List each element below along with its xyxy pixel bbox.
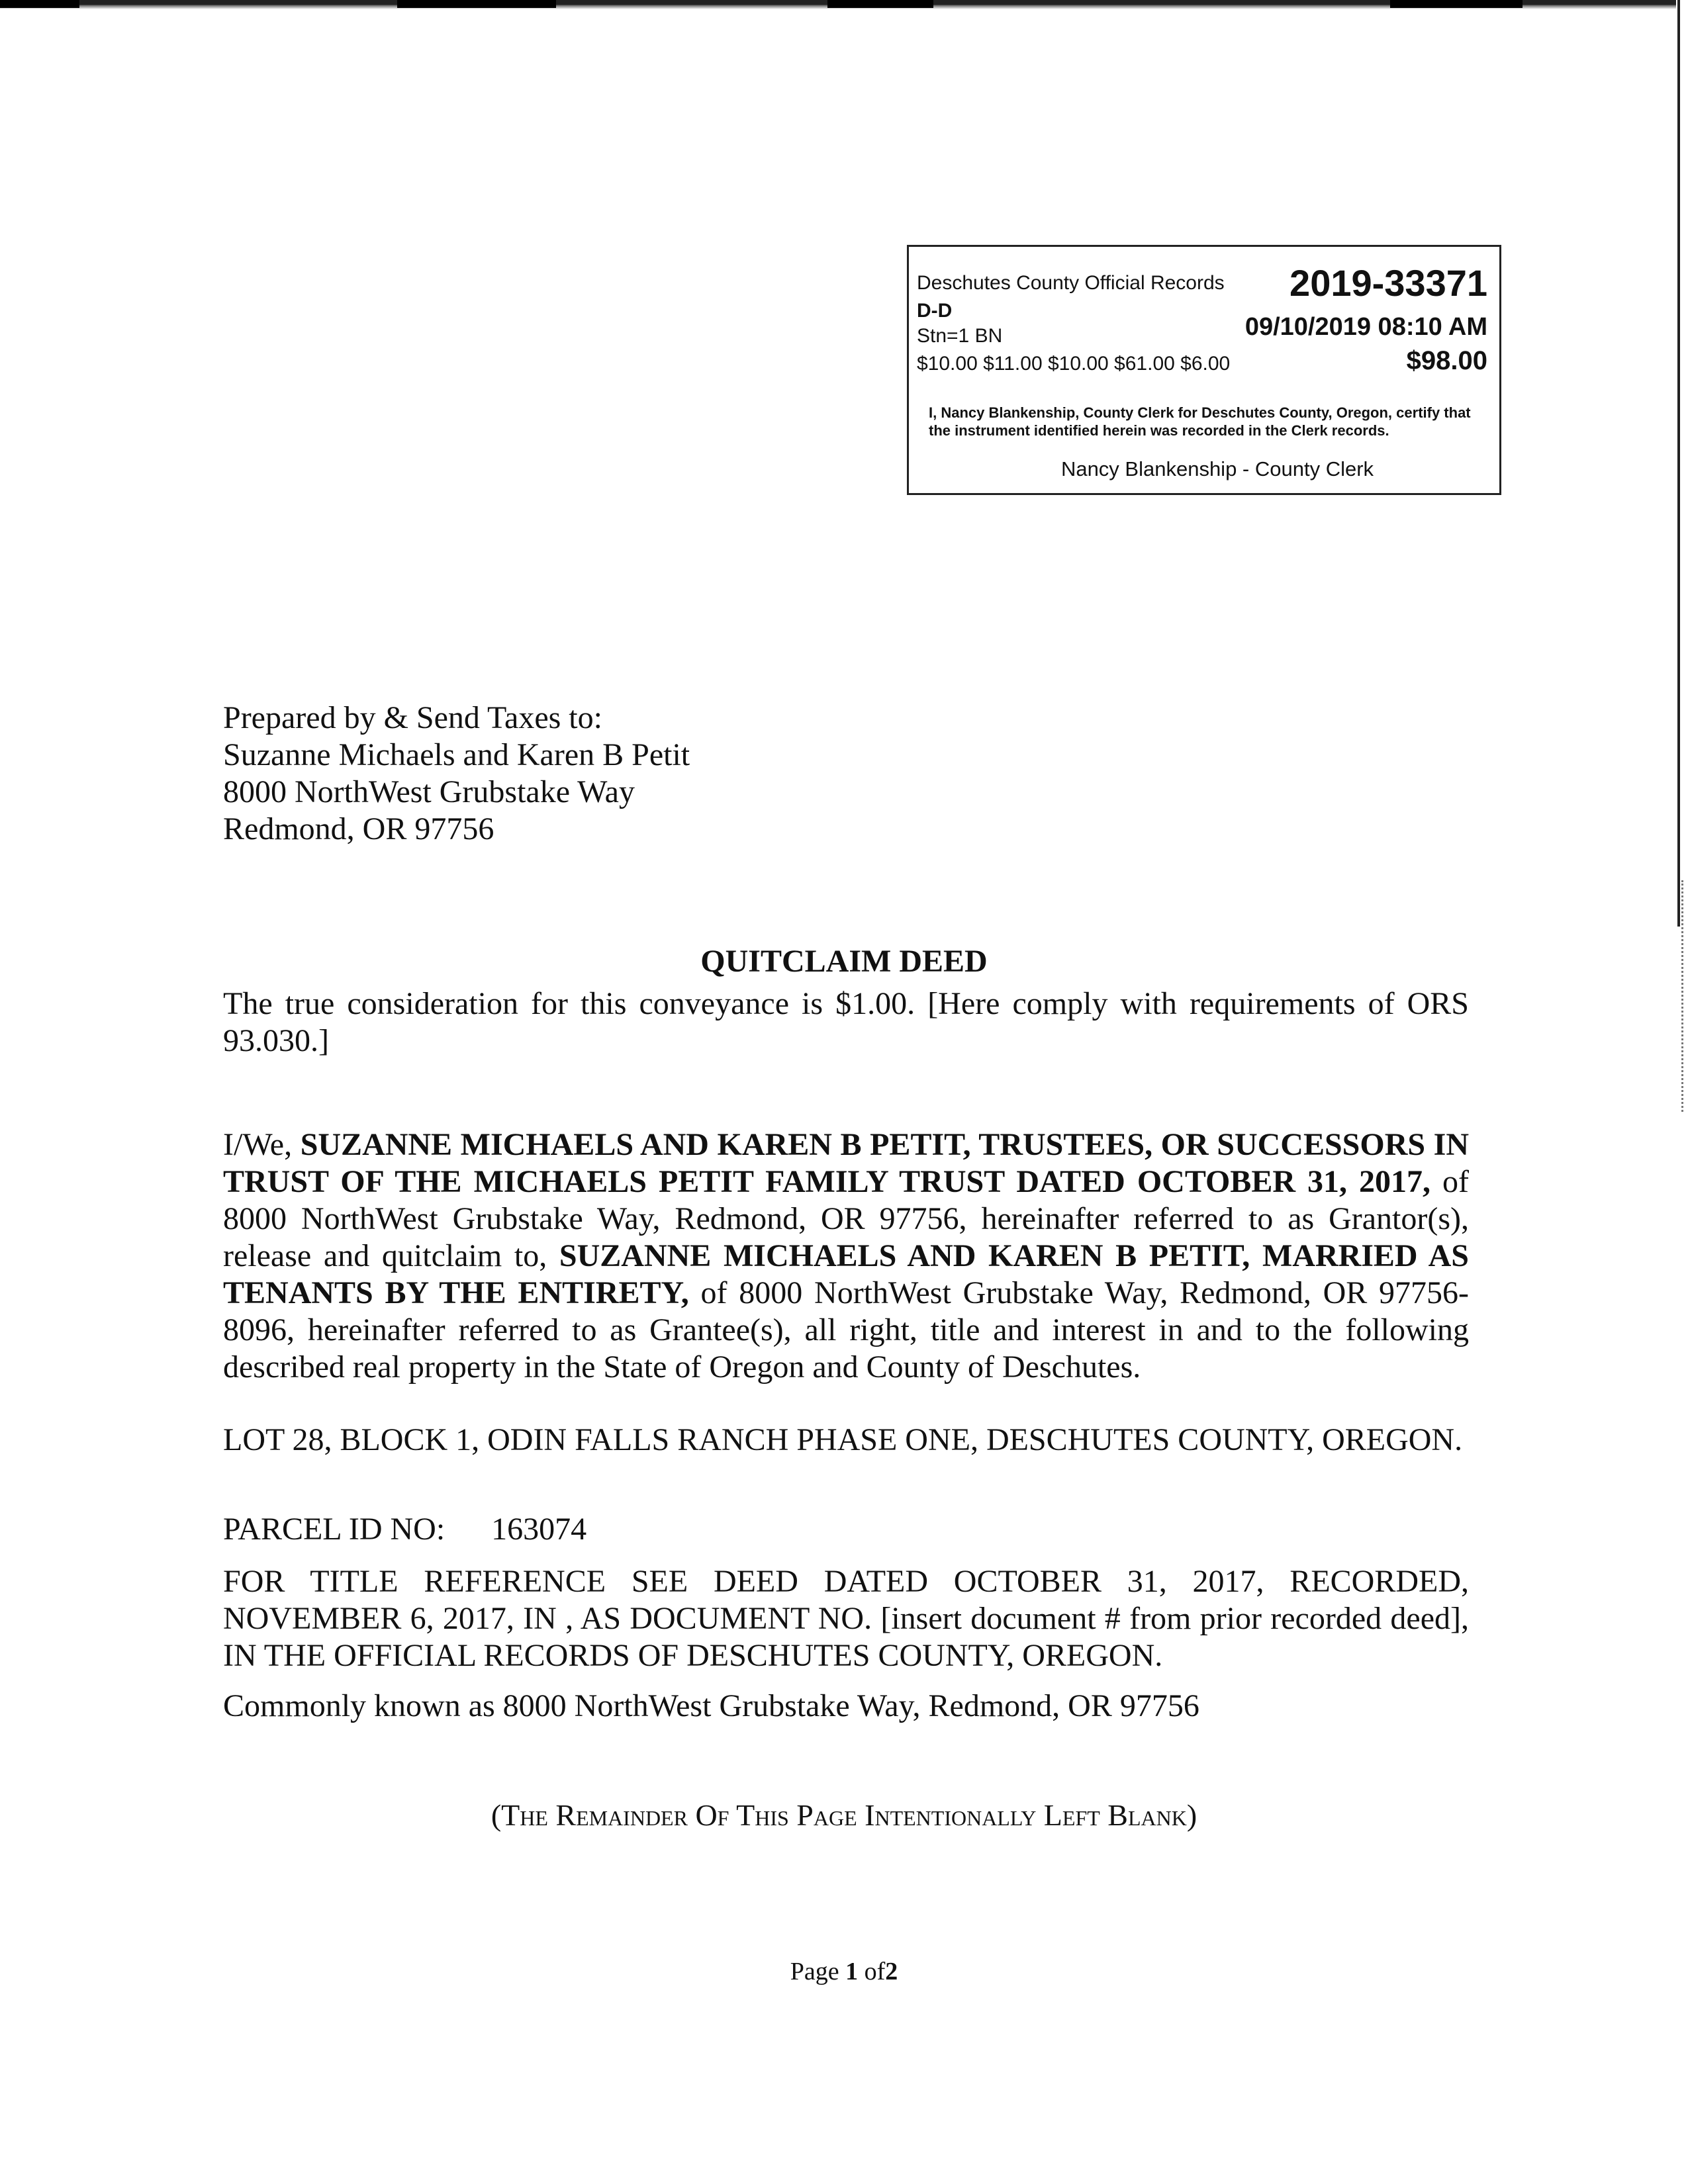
parcel-label: PARCEL ID NO:: [223, 1512, 445, 1547]
stamp-station: Stn=1 BN: [917, 325, 1003, 347]
grant-intro: I/We,: [223, 1127, 293, 1162]
scan-edge-top: [0, 0, 1676, 12]
scan-edge-right: [1677, 0, 1680, 927]
legal-description: LOT 28, BLOCK 1, ODIN FALLS RANCH PHASE ONE, DESCHUTES COUNTY, OREGON.: [223, 1422, 1463, 1457]
page-label: Page: [790, 1958, 839, 1985]
stamp-fees: $10.00 $11.00 $10.00 $61.00 $6.00: [917, 353, 1231, 375]
prepared-line: Redmond, OR 97756: [223, 811, 494, 846]
scan-mark: [827, 0, 933, 8]
document-title: QUITCLAIM DEED: [700, 944, 988, 979]
commonly-known-address: Commonly known as 8000 NorthWest Grubstake Way, Redmond, OR 97756: [223, 1688, 1199, 1723]
scan-mark: [0, 0, 79, 8]
stamp-total: $98.00: [1406, 346, 1487, 375]
stamp-document-number: 2019-33371: [1289, 262, 1487, 304]
remainder-note: (The Remainder Of This Page Intentionally Left Blank): [491, 1798, 1197, 1832]
page-number: [0, 1957, 1688, 1986]
stamp-office: Deschutes County Official Records: [917, 272, 1225, 294]
stamp-certification: I, Nancy Blankenship, County Clerk for Deschutes County, Oregon, certify that the instrument identified herein was recorded in the Clerk records.: [929, 404, 1471, 439]
grantor-names: SUZANNE MICHAELS AND KAREN B PETIT, TRUSTEES, OR SUCCESSORS IN TRUST OF THE MICHAELS PETIT FAMILY TRUST DATED OCTOBER 31, 2017,: [223, 1127, 1469, 1199]
recording-stamp: [907, 245, 1501, 495]
page-total: 2: [885, 1958, 898, 1985]
prepared-by-block: [223, 700, 690, 848]
scan-mark: [397, 0, 556, 8]
grant-paragraph: [223, 1126, 1469, 1386]
page-current: 1: [845, 1958, 859, 1985]
title-reference: FOR TITLE REFERENCE SEE DEED DATED OCTOBER 31, 2017, RECORDED, NOVEMBER 6, 2017, IN , AS DOCUMENT NO. [insert document # from prior recorded deed], IN THE OFFICIAL RECORDS OF DESCHUTES COUNTY, OREGON.: [223, 1564, 1469, 1673]
page-of: of: [864, 1958, 886, 1985]
prepared-line: Suzanne Michaels and Karen B Petit: [223, 737, 690, 772]
consideration-paragraph: The true consideration for this conveyance is $1.00. [Here comply with requirements of ORS 93.030.]: [223, 986, 1469, 1058]
stamp-datetime: 09/10/2019 08:10 AM: [1244, 313, 1487, 341]
stamp-document-type: D-D: [917, 300, 953, 322]
grant-middle: of 8000 NorthWest Grubstake Way, Redmond, OR 97756, hereinafter referred to as Grantor(s), release and quitclaim to,: [223, 1164, 1470, 1273]
stamp-clerk: Nancy Blankenship - County Clerk: [1060, 457, 1374, 480]
grant-ending: of 8000 NorthWest Grubstake Way, Redmond, OR 97756-8096, hereinafter referred to as Grantee(s), all right, title and interest in and to the following described real property in the State of Oregon and County of Deschutes.: [223, 1275, 1470, 1385]
prepared-line: Prepared by & Send Taxes to:: [223, 700, 602, 735]
scan-mark: [1390, 0, 1523, 8]
parcel-id: [223, 1511, 1469, 1548]
scan-edge-right-dots: [1681, 880, 1685, 1112]
prepared-line: 8000 NorthWest Grubstake Way: [223, 774, 635, 809]
parcel-value: 163074: [491, 1512, 587, 1547]
grantee-names: SUZANNE MICHAELS AND KAREN B PETIT, MARRIED AS TENANTS BY THE ENTIRETY,: [223, 1238, 1469, 1310]
